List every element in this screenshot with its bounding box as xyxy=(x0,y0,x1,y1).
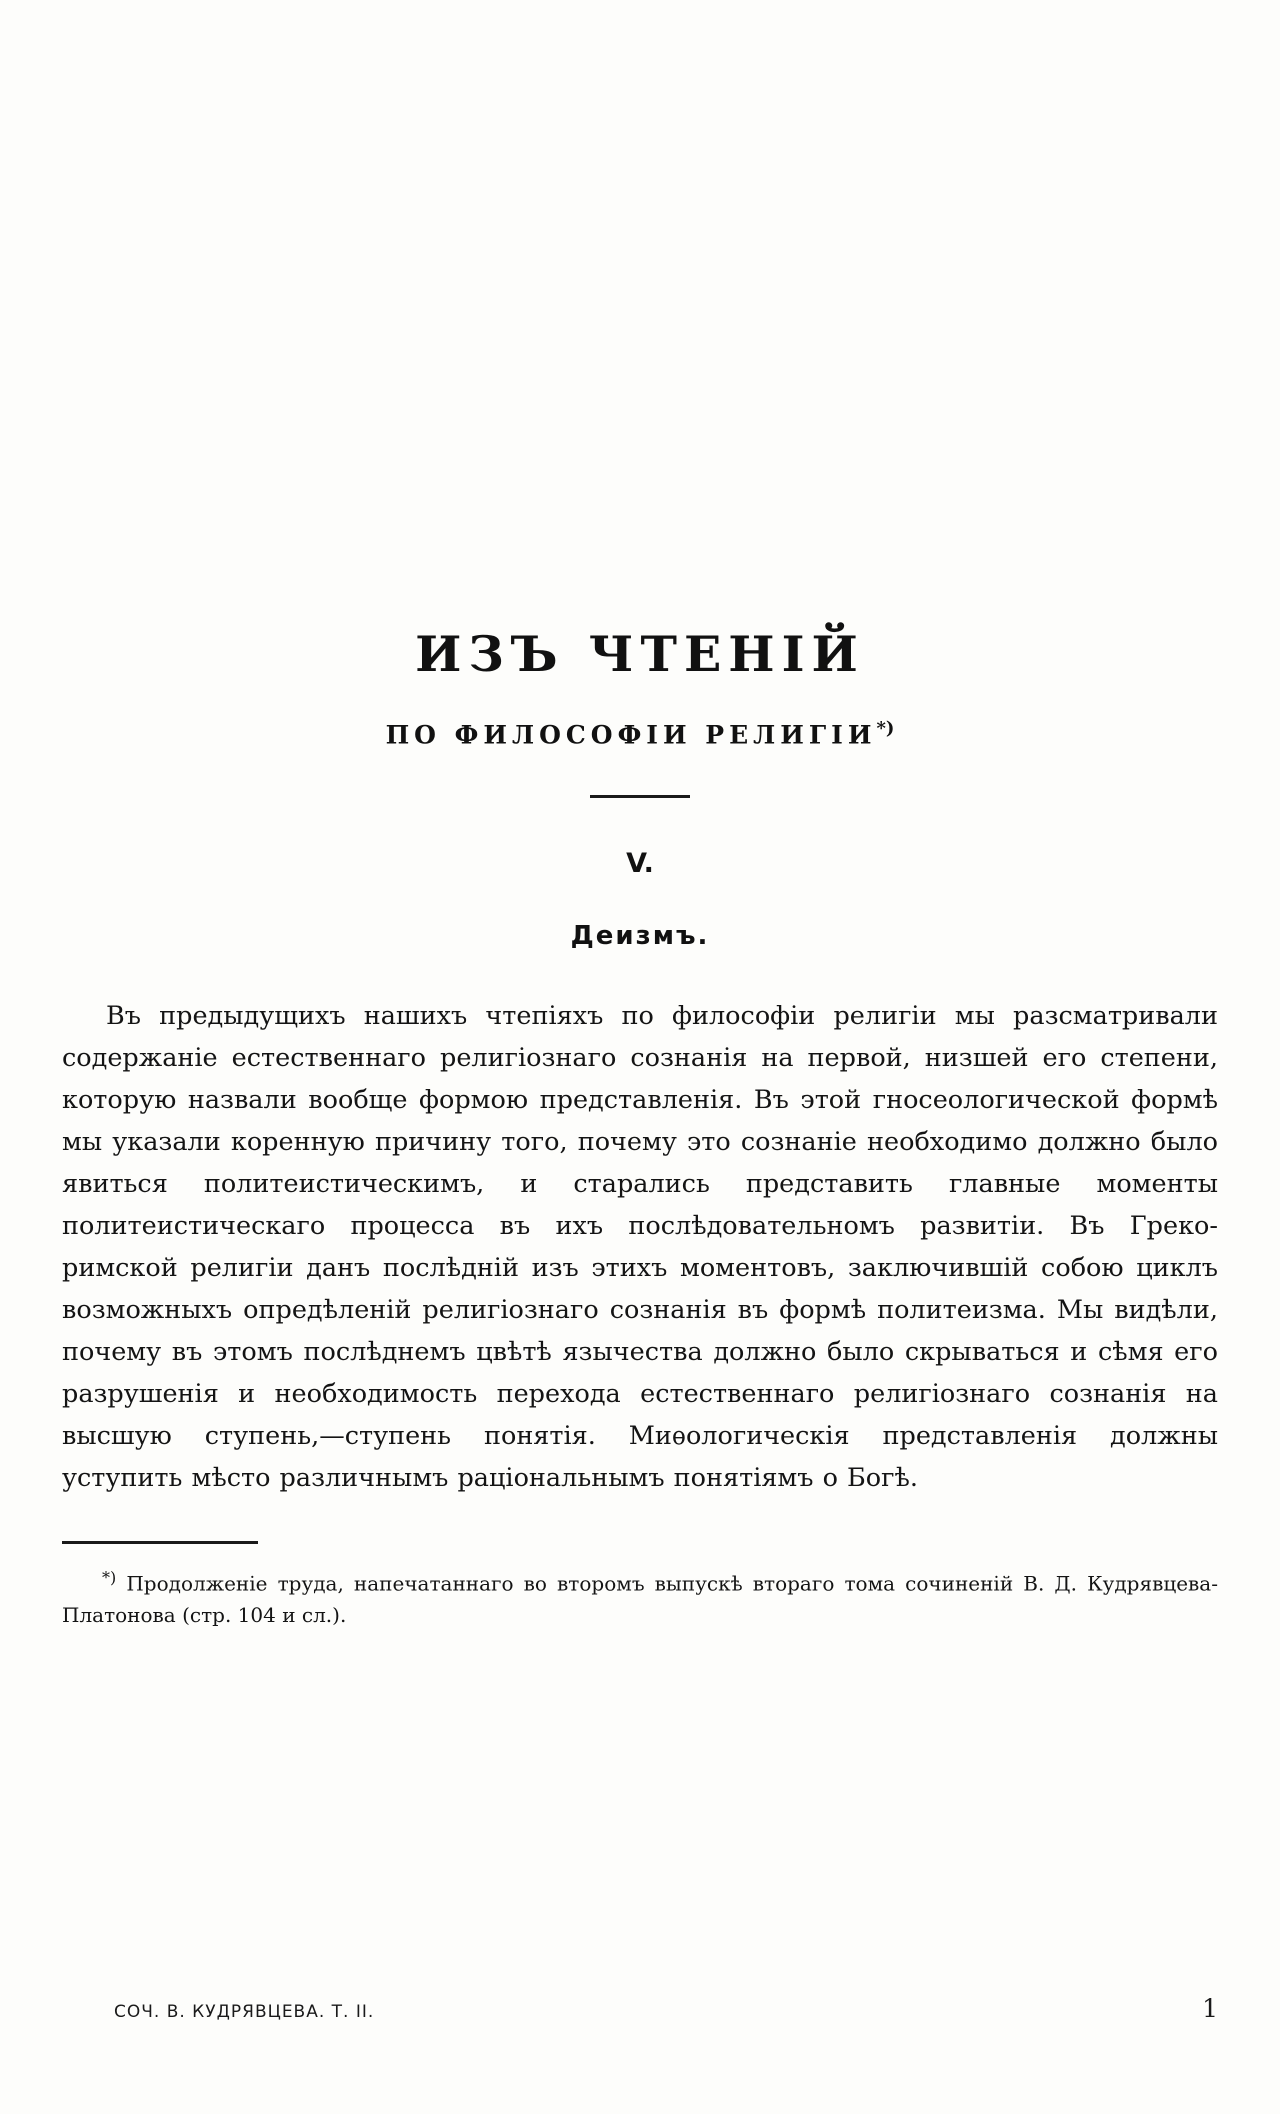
page-content xyxy=(62,0,1218,2114)
page-subtitle xyxy=(62,718,1218,749)
footnote-marker: *) xyxy=(102,1568,117,1588)
page-footer xyxy=(62,1994,1218,2023)
footnote xyxy=(62,1562,1218,1631)
page-title: ИЗЪ ЧТЕНІЙ xyxy=(415,625,865,683)
divider-rule xyxy=(590,795,690,798)
subtitle-footnote-marker: *) xyxy=(876,717,895,739)
footnote-text: Продолженіе труда, напечатаннаго во второмъ выпускѣ втораго тома сочиненій В. Д. Кудрявцева-Платонова (стр. 104 и сл.). xyxy=(62,1571,1218,1627)
body-paragraph-text: Въ предыдущихъ нашихъ чтепіяхъ по философіи религіи мы разсматривали содержаніе естественнаго религіознаго сознанія на первой, низшей его степени, которую назвали вообще формою представленія. Въ этой гносеологической формѣ мы указали коренную причину того, почему это сознаніе необходимо должно было явиться политеистическимъ, и старались представить главные моменты политеистическаго процесса въ ихъ послѣдовательномъ развитіи. Въ Греко-римской религіи данъ послѣдній изъ этихъ моментовъ, заключившій собою циклъ возможныхъ опредѣленій религіознаго сознанія въ формѣ политеизма. Мы видѣли, почему въ этомъ послѣднемъ цвѣтѣ язычества должно было скрываться и сѣмя его разрушенія и необходимость перехода естественнаго религіознаго сознанія на высшую ступень,—ступень понятія. Миѳологическія представленія должны уступить мѣсто различнымъ раціональнымъ понятіямъ о Богѣ. xyxy=(62,1001,1218,1494)
subtitle-text: ПО ФИЛОСОФІИ РЕЛИГІИ xyxy=(385,720,877,750)
section-number: V. xyxy=(626,848,654,880)
page-number: 1 xyxy=(1202,1994,1218,2023)
footnote-divider xyxy=(62,1541,258,1544)
running-head: СОЧ. В. КУДРЯВЦЕВА. Т. II. xyxy=(114,2002,375,2022)
title-block xyxy=(62,625,1218,750)
section-heading: Деизмъ. xyxy=(570,921,710,952)
body-paragraph xyxy=(62,995,1218,1499)
